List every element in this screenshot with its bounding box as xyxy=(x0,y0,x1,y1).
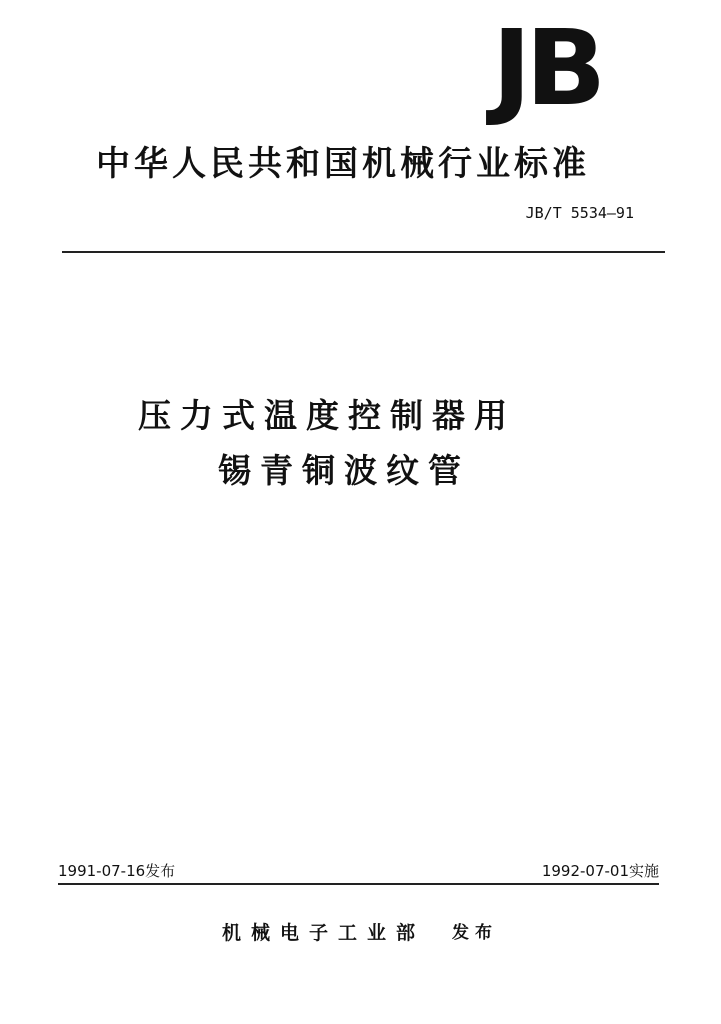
header-rule xyxy=(62,251,665,253)
publisher: 机械电子工业部 xyxy=(222,922,426,944)
jb-logo: JB xyxy=(492,7,601,129)
implementation-date: 1992-07-01实施 xyxy=(541,862,659,880)
org-title: 中华人民共和国机械行业标准 xyxy=(96,144,590,184)
document-title-line-2: 锡青铜波纹管 xyxy=(218,451,470,490)
document-title-line-1: 压力式温度控制器用 xyxy=(138,396,516,435)
footer-rule xyxy=(58,883,659,885)
issue-date: 1991-07-16发布 xyxy=(58,862,176,880)
standard-code: JB/T 5534—91 xyxy=(525,204,634,222)
publish-label: 发布 xyxy=(452,923,498,943)
